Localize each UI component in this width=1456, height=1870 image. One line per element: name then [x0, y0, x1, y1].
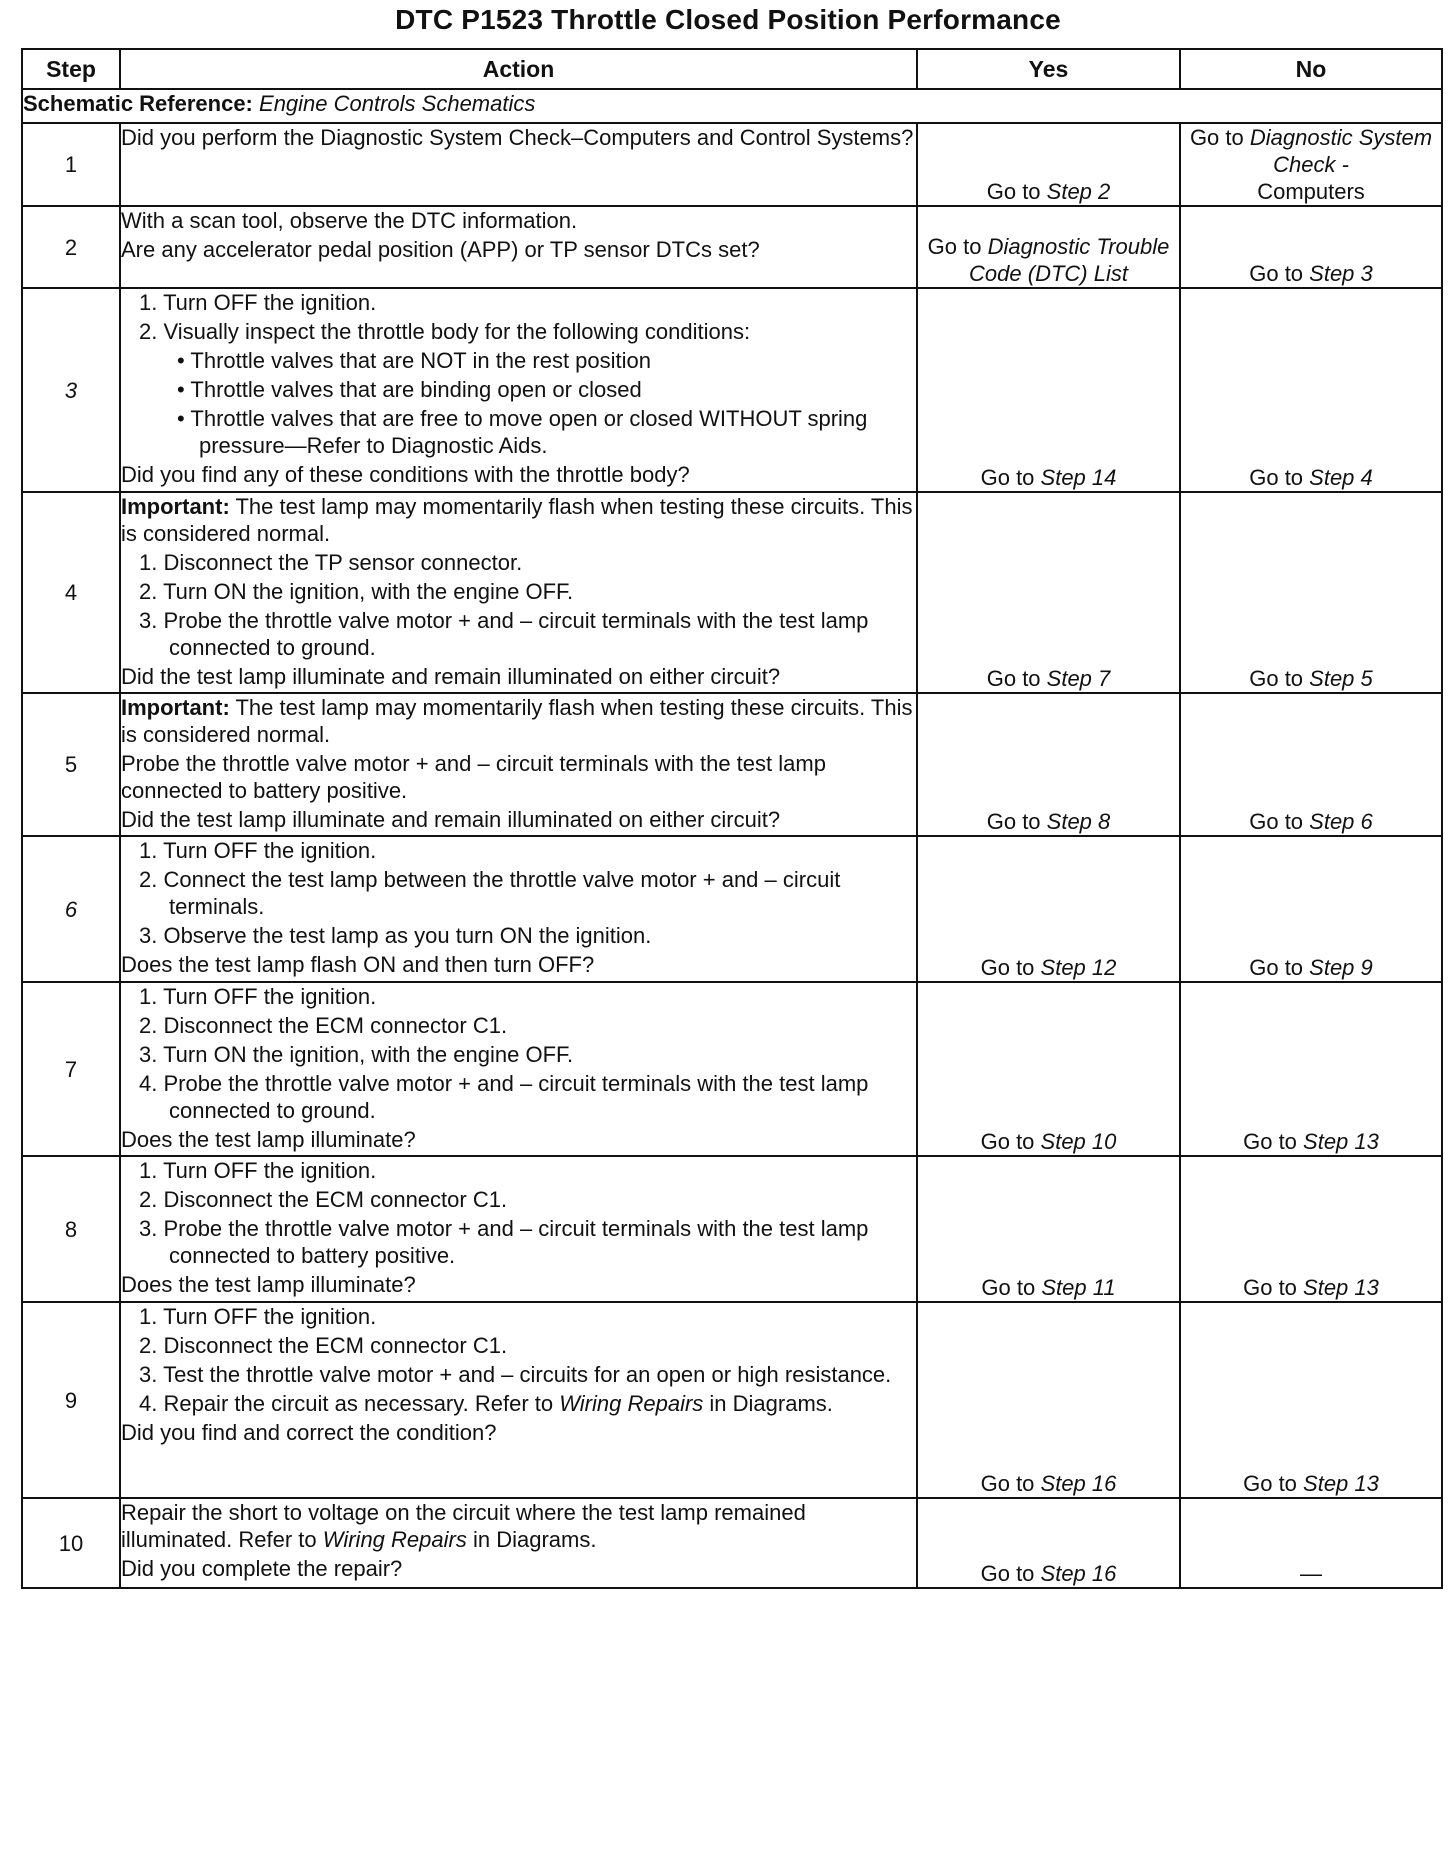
dtc-table	[21, 48, 1443, 1589]
header-step: Step	[22, 49, 120, 89]
no-cell: —	[1180, 1498, 1442, 1588]
important-note: Important: The test lamp may momentarily flash when testing these circuits. This is considered normal.	[121, 494, 913, 546]
step-number: 7	[22, 982, 120, 1156]
page-title: DTC P1523 Throttle Closed Position Performance	[395, 4, 1061, 35]
action-cell: 1. Turn OFF the ignition. 2. Disconnect the ECM connector C1. 3. Test the throttle valve motor + and – circuits for an open or high resistance. 4. Repair the circuit as necessary. Refer to Wiring Repairs in Diagrams. Did you find and correct the condition?	[120, 1302, 917, 1498]
question: Does the test lamp illuminate?	[121, 1272, 416, 1297]
action-cell: 1. Turn OFF the ignition. 2. Visually inspect the throttle body for the following conditions: • Throttle valves that are NOT in the rest position • Throttle valves that are binding open or closed • Throttle valves that are free to move open or closed WITHOUT spring pressure—Refer to Diagnostic Aids. Did you find any of these conditions with the throttle body?	[120, 288, 917, 492]
no-link[interactable]: Step 13	[1303, 1129, 1379, 1154]
yes-cell[interactable]: Go to Step 7	[917, 492, 1180, 693]
yes-link[interactable]: Step 2	[1046, 179, 1111, 204]
yes-link[interactable]: Step 12	[1040, 955, 1117, 980]
action-cell: 1. Turn OFF the ignition. 2. Connect the test lamp between the throttle valve motor + and – circuit terminals. 3. Observe the test lamp as you turn ON the ignition. Does the test lamp flash ON and then turn OFF?	[120, 836, 917, 982]
schematic-row	[22, 89, 1442, 123]
question: Did you find any of these conditions with the throttle body?	[121, 462, 690, 487]
yes-cell[interactable]: Go to Step 10	[917, 982, 1180, 1156]
no-cell[interactable]: Go to Step 4	[1180, 288, 1442, 492]
yes-link[interactable]: Step 10	[1040, 1129, 1117, 1154]
no-link[interactable]: Step 6	[1309, 809, 1373, 834]
action-cell: Important: The test lamp may momentarily flash when testing these circuits. This is considered normal. 1. Disconnect the TP sensor connector. 2. Turn ON the ignition, with the engine OFF. 3. Probe the throttle valve motor + and – circuit terminals with the test lamp connected to ground. Did the test lamp illuminate and remain illuminated on either circuit?	[120, 492, 917, 693]
step-number: 4	[22, 492, 120, 693]
yes-cell[interactable]: Go to Step 16	[917, 1498, 1180, 1588]
yes-link[interactable]: Step 16	[1040, 1561, 1117, 1586]
schematic-link[interactable]: Engine Controls Schematics	[259, 91, 536, 116]
table-row	[22, 982, 1442, 1156]
action-cell: 1. Turn OFF the ignition. 2. Disconnect the ECM connector C1. 3. Probe the throttle valve motor + and – circuit terminals with the test lamp connected to battery positive. Does the test lamp illuminate?	[120, 1156, 917, 1302]
wiring-repairs-link[interactable]: Wiring Repairs	[322, 1527, 467, 1552]
question: Did the test lamp illuminate and remain illuminated on either circuit?	[121, 807, 781, 832]
yes-cell[interactable]: Go to Diagnostic Trouble Code (DTC) List	[917, 206, 1180, 288]
no-link[interactable]: Step 3	[1309, 261, 1373, 286]
no-cell[interactable]: Go to Step 3	[1180, 206, 1442, 288]
step-number: 5	[22, 693, 120, 836]
header-no: No	[1180, 49, 1442, 89]
action-cell: With a scan tool, observe the DTC information. Are any accelerator pedal position (APP) or TP sensor DTCs set?	[120, 206, 917, 288]
no-cell[interactable]: Go to Step 6	[1180, 693, 1442, 836]
no-link[interactable]: Diagnostic System Check -	[1249, 125, 1433, 177]
step-number: 6	[22, 836, 120, 982]
table-row	[22, 1498, 1442, 1588]
yes-link[interactable]: Step 16	[1040, 1471, 1117, 1496]
action-cell: Important: The test lamp may momentarily flash when testing these circuits. This is considered normal. Probe the throttle valve motor + and – circuit terminals with the test lamp connected to battery positive. Did the test lamp illuminate and remain illuminated on either circuit?	[120, 693, 917, 836]
header-row	[22, 49, 1442, 89]
yes-cell[interactable]: Go to Step 8	[917, 693, 1180, 836]
no-cell[interactable]: Go to Step 13	[1180, 982, 1442, 1156]
step-number: 2	[22, 206, 120, 288]
table-row	[22, 1302, 1442, 1498]
question: Did you find and correct the condition?	[121, 1420, 497, 1445]
question: Did the test lamp illuminate and remain illuminated on either circuit?	[121, 664, 781, 689]
yes-link[interactable]: Diagnostic Trouble Code (DTC) List	[969, 234, 1170, 286]
action-cell	[120, 123, 917, 206]
yes-cell[interactable]: Go to Step 11	[917, 1156, 1180, 1302]
question: Does the test lamp flash ON and then turn OFF?	[121, 952, 595, 977]
wiring-repairs-link[interactable]: Wiring Repairs	[559, 1391, 704, 1416]
header-yes: Yes	[917, 49, 1180, 89]
yes-cell[interactable]: Go to Step 2	[917, 123, 1180, 206]
no-cell[interactable]: Go to Diagnostic System Check - Computers	[1180, 123, 1442, 206]
yes-cell[interactable]: Go to Step 12	[917, 836, 1180, 982]
no-link[interactable]: Step 13	[1303, 1471, 1379, 1496]
no-cell[interactable]: Go to Step 9	[1180, 836, 1442, 982]
yes-cell[interactable]: Go to Step 16	[917, 1302, 1180, 1498]
yes-link[interactable]: Step 11	[1041, 1275, 1116, 1300]
no-link[interactable]: Step 4	[1309, 465, 1373, 490]
table-row	[22, 123, 1442, 206]
step-number: 9	[22, 1302, 120, 1498]
no-link[interactable]: Step 13	[1303, 1275, 1379, 1300]
yes-link[interactable]: Step 7	[1046, 666, 1111, 691]
table-row	[22, 206, 1442, 288]
important-note: Important: The test lamp may momentarily flash when testing these circuits. This is considered normal.	[121, 695, 913, 747]
yes-cell[interactable]: Go to Step 14	[917, 288, 1180, 492]
step-number: 10	[22, 1498, 120, 1588]
action-cell: Repair the short to voltage on the circuit where the test lamp remained illuminated. Refer to Wiring Repairs in Diagrams. Did you complete the repair?	[120, 1498, 917, 1588]
no-cell[interactable]: Go to Step 13	[1180, 1302, 1442, 1498]
step-number: 1	[22, 123, 120, 206]
table-row	[22, 693, 1442, 836]
no-cell[interactable]: Go to Step 13	[1180, 1156, 1442, 1302]
question: Does the test lamp illuminate?	[121, 1127, 416, 1152]
question: Did you perform the Diagnostic System Check–Computers and Control Systems?	[121, 125, 914, 150]
yes-link[interactable]: Step 8	[1046, 809, 1111, 834]
step-number: 8	[22, 1156, 120, 1302]
no-cell[interactable]: Go to Step 5	[1180, 492, 1442, 693]
table-row	[22, 1156, 1442, 1302]
question: Did you complete the repair?	[121, 1556, 403, 1581]
header-action: Action	[120, 49, 917, 89]
step-number: 3	[22, 288, 120, 492]
schematic-reference: Schematic Reference: Engine Controls Schematics	[22, 89, 1442, 123]
no-link[interactable]: Step 5	[1309, 666, 1373, 691]
no-link[interactable]: Step 9	[1309, 955, 1373, 980]
question: Are any accelerator pedal position (APP) or TP sensor DTCs set?	[121, 237, 760, 262]
yes-link[interactable]: Step 14	[1040, 465, 1117, 490]
action-cell: 1. Turn OFF the ignition. 2. Disconnect the ECM connector C1. 3. Turn ON the ignition, with the engine OFF. 4. Probe the throttle valve motor + and – circuit terminals with the test lamp connected to ground. Does the test lamp illuminate?	[120, 982, 917, 1156]
table-row	[22, 288, 1442, 492]
table-row	[22, 836, 1442, 982]
table-row	[22, 492, 1442, 693]
